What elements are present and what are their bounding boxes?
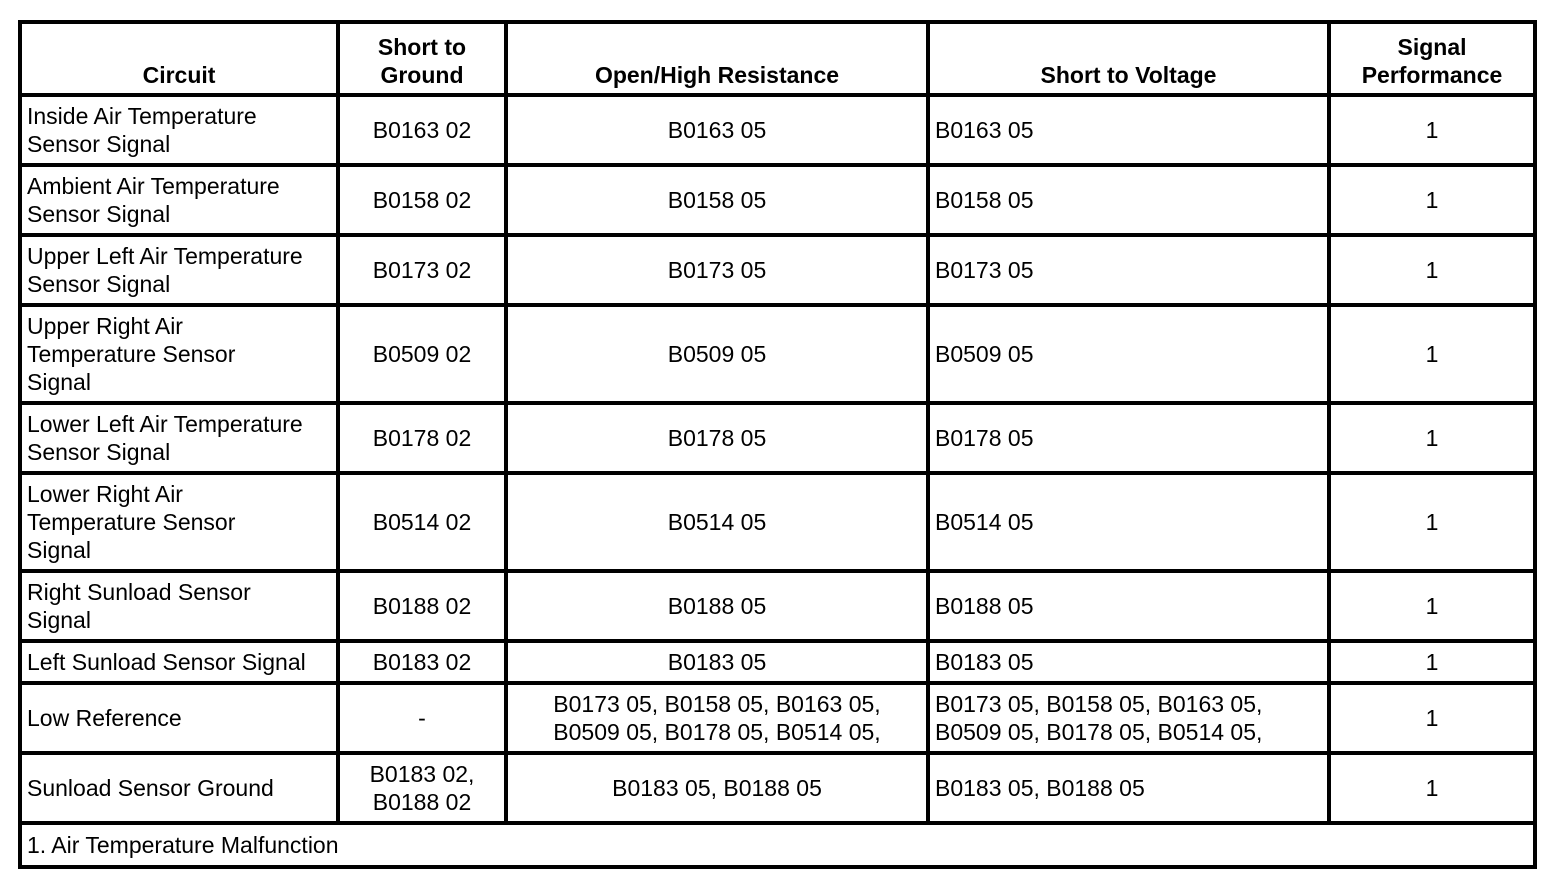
cell-open-high-resistance: B0183 05: [506, 641, 928, 683]
table-row: [20, 571, 1535, 641]
cell-short-to-ground: B0509 02: [338, 305, 506, 403]
cell-short-to-voltage: B0514 05: [928, 473, 1329, 571]
cell-circuit: Sunload Sensor Ground: [20, 753, 338, 823]
cell-signal-performance: 1: [1329, 683, 1535, 753]
cell-circuit: Upper Left Air Temperature Sensor Signal: [20, 235, 338, 305]
cell-short-to-voltage: B0158 05: [928, 165, 1329, 235]
table-row: [20, 641, 1535, 683]
cell-signal-performance: 1: [1329, 571, 1535, 641]
footnote-row: [20, 823, 1535, 867]
table-row: [20, 165, 1535, 235]
cell-short-to-ground: B0173 02: [338, 235, 506, 305]
table-row: [20, 683, 1535, 753]
footnote: 1. Air Temperature Malfunction: [20, 823, 1535, 867]
cell-circuit: Left Sunload Sensor Signal: [20, 641, 338, 683]
cell-signal-performance: 1: [1329, 403, 1535, 473]
cell-open-high-resistance: B0173 05, B0158 05, B0163 05, B0509 05, B0178 05, B0514 05,: [506, 683, 928, 753]
cell-short-to-ground: B0183 02: [338, 641, 506, 683]
cell-open-high-resistance: B0178 05: [506, 403, 928, 473]
dtc-table: [18, 20, 1537, 869]
cell-short-to-ground: B0163 02: [338, 95, 506, 165]
header-short-to-voltage: Short to Voltage: [928, 22, 1329, 95]
table-row: [20, 95, 1535, 165]
cell-open-high-resistance: B0514 05: [506, 473, 928, 571]
cell-short-to-ground: B0188 02: [338, 571, 506, 641]
cell-short-to-voltage: B0183 05: [928, 641, 1329, 683]
cell-short-to-ground: B0158 02: [338, 165, 506, 235]
cell-circuit: Inside Air Temperature Sensor Signal: [20, 95, 338, 165]
cell-signal-performance: 1: [1329, 641, 1535, 683]
cell-open-high-resistance: B0163 05: [506, 95, 928, 165]
cell-short-to-voltage: B0163 05: [928, 95, 1329, 165]
cell-circuit: Lower Left Air Temperature Sensor Signal: [20, 403, 338, 473]
cell-short-to-ground: B0183 02, B0188 02: [338, 753, 506, 823]
header-circuit: Circuit: [20, 22, 338, 95]
header-short-to-ground: Short to Ground: [338, 22, 506, 95]
cell-open-high-resistance: B0158 05: [506, 165, 928, 235]
table-row: [20, 753, 1535, 823]
cell-open-high-resistance: B0188 05: [506, 571, 928, 641]
table-row: [20, 473, 1535, 571]
cell-open-high-resistance: B0509 05: [506, 305, 928, 403]
cell-short-to-voltage: B0183 05, B0188 05: [928, 753, 1329, 823]
cell-circuit: Low Reference: [20, 683, 338, 753]
cell-circuit: Ambient Air Temperature Sensor Signal: [20, 165, 338, 235]
cell-circuit: Lower Right Air Temperature Sensor Signal: [20, 473, 338, 571]
cell-open-high-resistance: B0173 05: [506, 235, 928, 305]
cell-short-to-ground: -: [338, 683, 506, 753]
cell-short-to-voltage: B0509 05: [928, 305, 1329, 403]
cell-signal-performance: 1: [1329, 95, 1535, 165]
cell-short-to-ground: B0178 02: [338, 403, 506, 473]
cell-short-to-voltage: B0178 05: [928, 403, 1329, 473]
table-row: [20, 235, 1535, 305]
cell-short-to-voltage: B0173 05, B0158 05, B0163 05, B0509 05, B0178 05, B0514 05,: [928, 683, 1329, 753]
cell-signal-performance: 1: [1329, 305, 1535, 403]
table-row: [20, 305, 1535, 403]
cell-signal-performance: 1: [1329, 753, 1535, 823]
cell-circuit: Right Sunload Sensor Signal: [20, 571, 338, 641]
cell-open-high-resistance: B0183 05, B0188 05: [506, 753, 928, 823]
cell-signal-performance: 1: [1329, 235, 1535, 305]
cell-signal-performance: 1: [1329, 473, 1535, 571]
header-open-high-resistance: Open/High Resistance: [506, 22, 928, 95]
cell-signal-performance: 1: [1329, 165, 1535, 235]
cell-circuit: Upper Right Air Temperature Sensor Signal: [20, 305, 338, 403]
header-row: [20, 22, 1535, 95]
table-row: [20, 403, 1535, 473]
cell-short-to-voltage: B0188 05: [928, 571, 1329, 641]
header-signal-performance: Signal Performance: [1329, 22, 1535, 95]
cell-short-to-voltage: B0173 05: [928, 235, 1329, 305]
cell-short-to-ground: B0514 02: [338, 473, 506, 571]
